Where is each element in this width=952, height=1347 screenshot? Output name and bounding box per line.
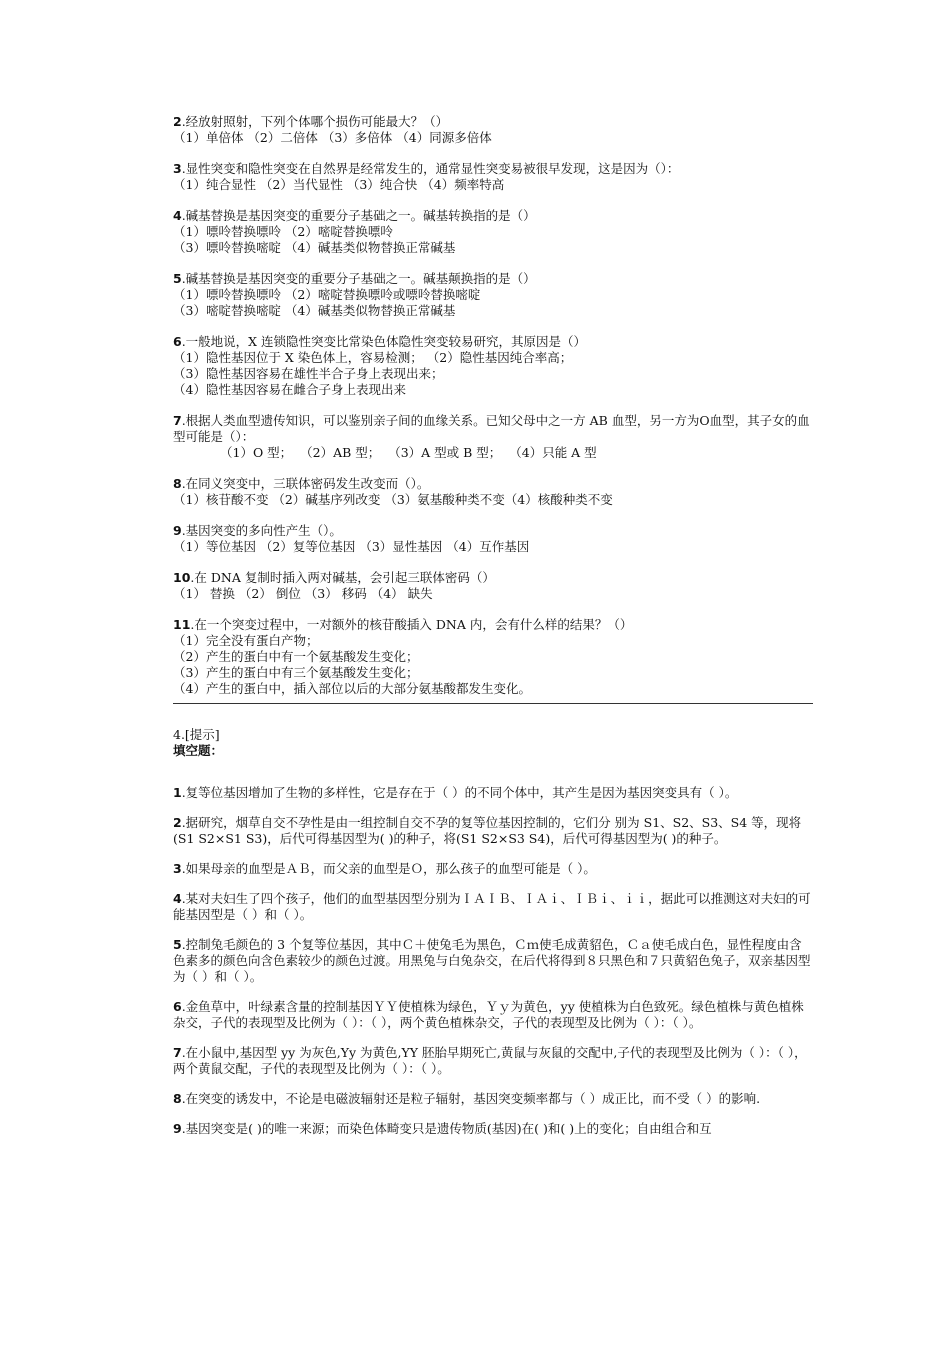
question-11 xyxy=(173,617,813,697)
question-options: （3）嘧啶替换嘧啶 （4）碱基类似物替换正常碱基 xyxy=(173,303,456,318)
question-options: （3）隐性基因容易在雄性半合子身上表现出来； xyxy=(173,366,444,381)
question-number: 9 xyxy=(173,1121,182,1136)
question-text: .显性突变和隐性突变在自然界是经常发生的，通常显性突变易被很早发现，这是因为（）： xyxy=(181,161,680,176)
question-text: .碱基替换是基因突变的重要分子基础之一。碱基转换指的是（） xyxy=(181,208,536,223)
section-divider xyxy=(173,703,813,704)
document-content xyxy=(173,114,813,1151)
question-text: .碱基替换是基因突变的重要分子基础之一。碱基颠换指的是（） xyxy=(181,271,536,286)
question-3 xyxy=(173,161,813,193)
fill-question-4 xyxy=(173,891,813,923)
question-number: 6 xyxy=(173,999,182,1014)
fill-question-9 xyxy=(173,1121,813,1137)
fill-question-6 xyxy=(173,999,813,1031)
question-number: 4 xyxy=(173,208,182,223)
question-options: （1） 替换 （2） 倒位 （3） 移码 （4） 缺失 xyxy=(173,586,433,601)
question-text: .在小鼠中,基因型 yy 为灰色,Yy 为黄色,YY 胚胎早期死亡,黄鼠与灰鼠的交配中,子代的表现型及比例为（ ）：（ ），两个黄鼠交配，子代的表现型及比例为（ ）：（ ）。 xyxy=(173,1045,807,1076)
question-options: （1）纯合显性 （2）当代显性 （3）纯合快 （4）频率特高 xyxy=(173,177,505,192)
question-text: .在突变的诱发中，不论是电磁波辐射还是粒子辐射，基因突变频率都与（ ）成正比，而不受（ ）的影响. xyxy=(181,1091,761,1106)
question-text: .某对夫妇生了四个孩子，他们的血型基因型分别为ＩＡＩＢ、ＩＡｉ、ＩＢｉ、ｉｉ，据此可以推测这对夫妇的可能基因型是（ ）和（ ）。 xyxy=(173,891,811,922)
question-text: .如果母亲的血型是ＡＢ，而父亲的血型是Ｏ，那么孩子的血型可能是（ ）。 xyxy=(181,861,596,876)
question-4 xyxy=(173,208,813,256)
question-text: .控制兔毛颜色的 3 个复等位基因，其中Ｃ＋使兔毛为黑色，Ｃｍ使毛成黄貂色，Ｃａ使毛成白色，显性程度由含色素多的颜色向含色素较少的颜色过渡。用黑兔与白兔杂交，在后代将得到８只黑色和７只黄貂色兔子，双亲基因型为（ ）和（ ）。 xyxy=(173,937,811,984)
question-options: （1）嘌呤替换嘌呤 （2）嘧啶替换嘌呤 xyxy=(173,224,393,239)
fill-question-8 xyxy=(173,1091,813,1107)
question-text: .基因突变是( )的唯一来源；而染色体畸变只是遗传物质(基因)在( )和( )上的变化；自由组合和互 xyxy=(181,1121,712,1136)
question-number: 4 xyxy=(173,891,182,906)
question-number: 1 xyxy=(173,785,182,800)
question-number: 7 xyxy=(173,413,182,428)
question-options: （1）完全没有蛋白产物； xyxy=(173,633,319,648)
question-options: （1）嘌呤替换嘌呤 （2）嘧啶替换嘌呤或嘌呤替换嘧啶 xyxy=(173,287,481,302)
question-number: 5 xyxy=(173,937,182,952)
fill-question-5 xyxy=(173,937,813,985)
question-number: 7 xyxy=(173,1045,182,1060)
fill-question-3 xyxy=(173,861,813,877)
question-9 xyxy=(173,523,813,555)
question-options: （1）隐性基因位于 X 染色体上，容易检测； （2）隐性基因纯合率高； xyxy=(173,350,573,365)
question-6 xyxy=(173,334,813,398)
question-text: .在同义突变中，三联体密码发生改变而（）。 xyxy=(181,476,430,491)
question-text: .基因突变的多向性产生（）。 xyxy=(181,523,342,538)
question-text: .根据人类血型遗传知识，可以鉴别亲子间的血缘关系。已知父母中之一方 AB 血型，另一方为O血型，其子女的血型可能是（）： xyxy=(173,413,810,444)
question-5 xyxy=(173,271,813,319)
question-text: .经放射照射，下列个体哪个损伤可能最大？（） xyxy=(181,114,449,129)
question-8 xyxy=(173,476,813,508)
question-options: （3）产生的蛋白中有三个氨基酸发生变化； xyxy=(173,665,419,680)
question-number: 10 xyxy=(173,570,191,585)
question-number: 5 xyxy=(173,271,182,286)
question-number: 8 xyxy=(173,1091,182,1106)
question-10 xyxy=(173,570,813,602)
fill-in-heading: 填空题： xyxy=(173,743,224,758)
choice-questions xyxy=(173,114,813,697)
question-text: .据研究，烟草自交不孕性是由一组控制自交不孕的复等位基因控制的，它们分 别为 S1、S2、S3、S4 等，现将(S1 S2×S1 S3)，后代可得基因型为( )的种子，将(S1 S2×S3 S4)，后代可得基因型为( )的种子。 xyxy=(173,815,802,846)
fill-in-questions xyxy=(173,785,813,1137)
question-text: .在 DNA 复制时插入两对碱基，会引起三联体密码（） xyxy=(190,570,495,585)
question-number: 6 xyxy=(173,334,182,349)
question-options: （3）嘌呤替换嘧啶 （4）碱基类似物替换正常碱基 xyxy=(173,240,456,255)
hint-label: 4.[提示] xyxy=(173,727,220,742)
question-text: .一般地说，X 连锁隐性突变比常染色体隐性突变较易研究，其原因是（） xyxy=(181,334,587,349)
question-options: （1）核苷酸不变 （2）碱基序列改变 （3）氨基酸种类不变（4）核酸种类不变 xyxy=(173,492,613,507)
question-number: 8 xyxy=(173,476,182,491)
question-2 xyxy=(173,114,813,146)
question-text: .在一个突变过程中，一对额外的核苷酸插入 DNA 内，会有什么样的结果？（） xyxy=(190,617,633,632)
question-options: （4）隐性基因容易在雌合子身上表现出来 xyxy=(173,382,406,397)
question-options: （1）等位基因 （2）复等位基因 （3）显性基因 （4）互作基因 xyxy=(173,539,530,554)
fill-question-7 xyxy=(173,1045,813,1077)
question-text: .金鱼草中，叶绿素含量的控制基因ＹＹ使植株为绿色，Ｙｙ为黄色，yy 使植株为白色致死。绿色植株与黄色植株杂交，子代的表现型及比例为（ ）：（ ），两个黄色植株杂交，子代的表现型及比例为（ ）：（ ）。 xyxy=(173,999,804,1030)
fill-question-2 xyxy=(173,815,813,847)
question-7 xyxy=(173,413,813,461)
question-text: .复等位基因增加了生物的多样性，它是存在于（ ）的不同个体中，其产生是因为基因突变具有（ ）。 xyxy=(181,785,738,800)
question-number: 2 xyxy=(173,114,182,129)
question-options: （2）产生的蛋白中有一个氨基酸发生变化； xyxy=(173,649,419,664)
fill-question-1 xyxy=(173,785,813,801)
question-options: （1）单倍体 （2）二倍体 （3）多倍体 （4）同源多倍体 xyxy=(173,130,492,145)
question-number: 3 xyxy=(173,861,182,876)
question-number: 2 xyxy=(173,815,182,830)
question-number: 11 xyxy=(173,617,191,632)
question-options: （4）产生的蛋白中，插入部位以后的大部分氨基酸都发生变化。 xyxy=(173,681,531,696)
question-options: （1）O 型； （2）AB 型； （3）A 型或 B 型； （4）只能 A 型 xyxy=(220,445,597,460)
question-number: 3 xyxy=(173,161,182,176)
question-number: 9 xyxy=(173,523,182,538)
